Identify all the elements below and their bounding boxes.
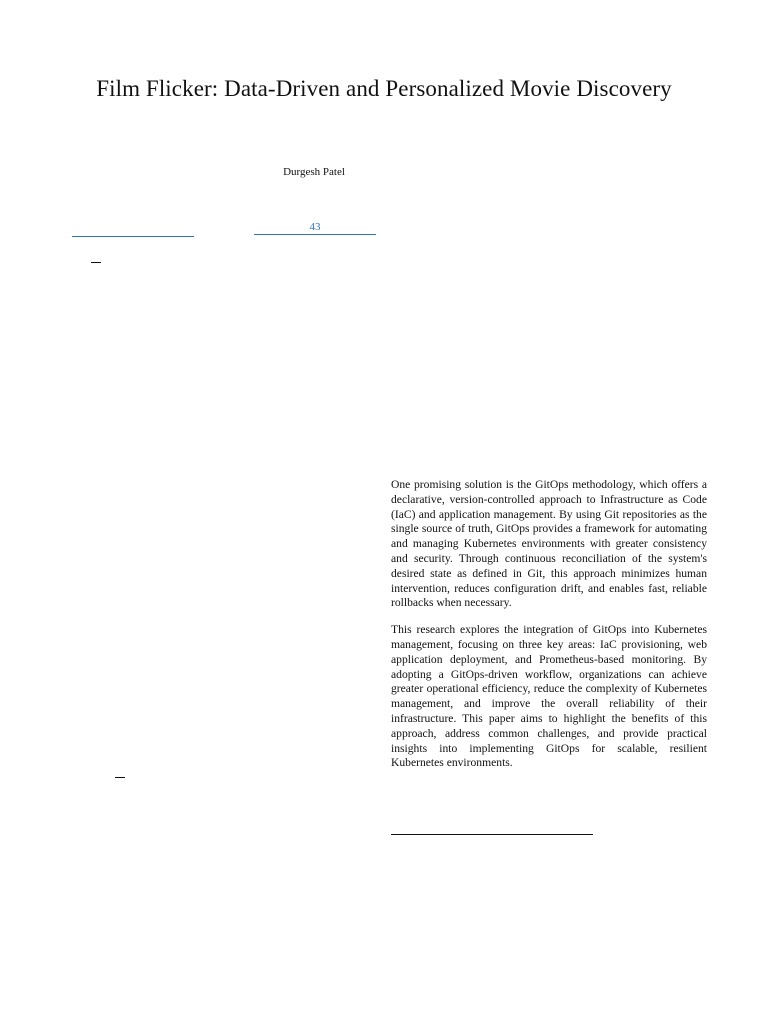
body-text-column [391,478,707,783]
affiliation-link[interactable]: 43 [254,221,376,235]
dash-mark-top [91,262,101,263]
body-paragraph-2: This research explores the integration of GitOps into Kubernetes management, focusing on three key areas: IaC provisioning, web application deployment, and Prometheus-based monitoring. By adopting a GitOps-driven workflow, organizations can achieve greater operational efficiency, reduce the complexity of Kubernetes management, and improve the overall reliability of their infrastructure. This paper aims to highlight the benefits of this approach, address common challenges, and provide practical insights into implementing GitOps for scalable, resilient Kubernetes environments. [391,623,707,770]
body-paragraph-1: One promising solution is the GitOps methodology, which offers a declarative, version-controlled approach to Infrastructure as Code (IaC) and application management. By using Git repositories as the single source of truth, GitOps provides a framework for automating and managing Kubernetes environments with greater consistency and security. Through continuous reconciliation of the system's desired state as defined in Git, this approach minimizes human intervention, reduces configuration drift, and enables fast, reliable rollbacks when necessary. [391,478,707,610]
author-name: Durgesh Patel [283,166,345,178]
paper-title: Film Flicker: Data-Driven and Personalized Movie Discovery [96,76,672,101]
footnote-separator [391,834,593,835]
affiliation-underline-left [72,236,194,237]
dash-mark-bottom [115,777,125,778]
